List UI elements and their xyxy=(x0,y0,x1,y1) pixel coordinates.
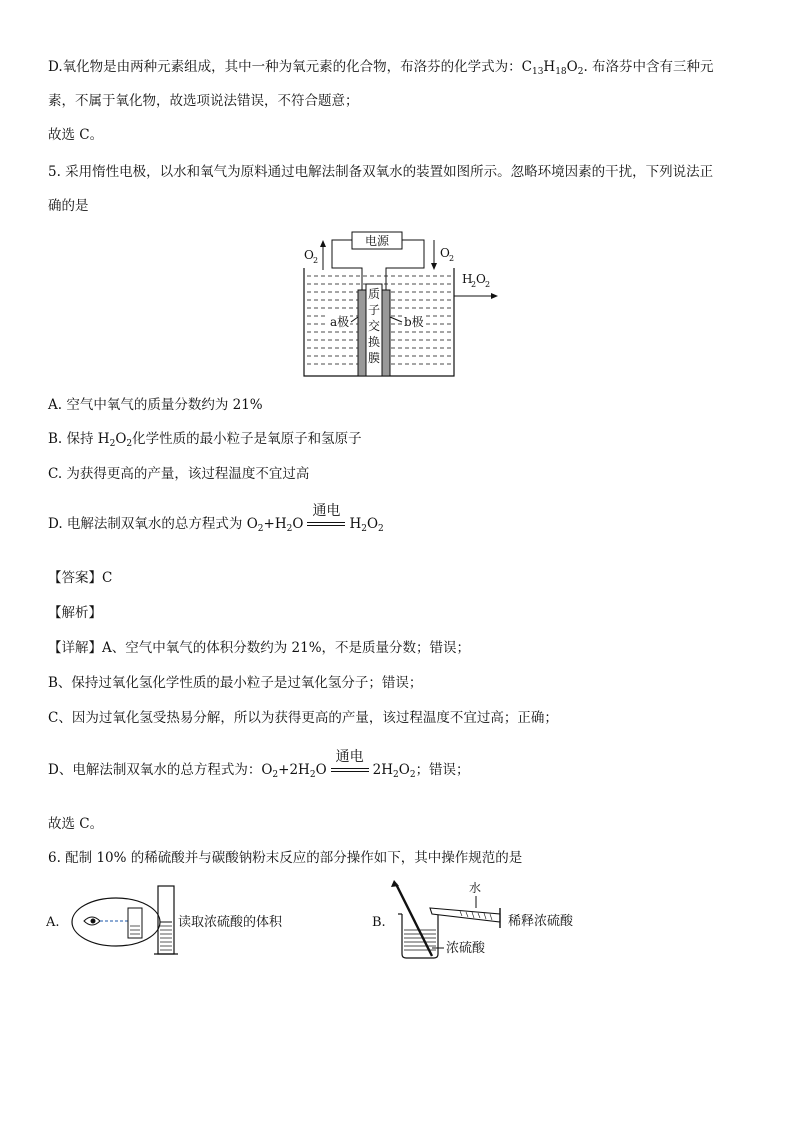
svg-text:2: 2 xyxy=(313,256,319,265)
svg-text:换: 换 xyxy=(367,335,381,349)
answer-end: 故选 C。 xyxy=(48,816,104,832)
option-c: C. 为获得更高的产量，该过程温度不宜过高 xyxy=(48,466,310,482)
option-a-label: A. xyxy=(46,915,60,930)
detail-a: 【详解】A、空气中氧气的体积分数约为 21%，不是质量分数；错误； xyxy=(48,640,471,656)
question-6-stem: 6. 配制 10% 的稀硫酸并与碳酸钠粉末反应的部分操作如下，其中操作规范的是 xyxy=(48,850,523,866)
svg-text:膜: 膜 xyxy=(367,351,381,365)
subscript: 2 xyxy=(577,67,584,77)
o2-left-label: O xyxy=(304,248,314,262)
option-b-label: B. xyxy=(372,915,386,930)
electrolysis-equation-arrow: 通电 xyxy=(331,762,369,780)
text-line xyxy=(48,58,714,76)
option-a-caption: 读取浓硫酸的体积 xyxy=(178,915,283,930)
subscript: 18 xyxy=(555,67,567,77)
svg-text:2: 2 xyxy=(471,280,477,289)
svg-text:2: 2 xyxy=(449,254,455,263)
acid-label: 浓硫酸 xyxy=(446,941,486,956)
text-span: O xyxy=(566,59,578,75)
analysis-label: 【解析】 xyxy=(48,605,102,621)
b-pole-label: b极 xyxy=(404,315,424,329)
text-line: 故选 C。 xyxy=(48,127,104,143)
question-5-stem: 5. 采用惰性电极，以水和氧气为原料通过电解法制备双氧水的装置如图所示。忽略环境因素的干扰，下列说法正 xyxy=(48,164,714,180)
water-label: 水 xyxy=(469,881,482,895)
option-b-figure xyxy=(370,878,600,962)
text-line: 素，不属于氧化物，故选项说法错误，不符合题意； xyxy=(48,93,359,109)
beaker xyxy=(402,914,438,958)
svg-text:O: O xyxy=(476,272,486,286)
h2o2-label: H xyxy=(462,272,473,286)
o2-right-label: O xyxy=(440,246,450,260)
electrolysis-diagram xyxy=(296,228,501,380)
pouring-tube xyxy=(430,908,500,922)
text-span: H xyxy=(543,59,556,75)
electrolysis-equation-arrow: 通电 xyxy=(307,516,345,534)
option-a: A. 空气中氧气的质量分数约为 21% xyxy=(48,397,263,413)
a-pole-label: a极 xyxy=(330,315,350,329)
electrolysis-svg xyxy=(296,228,501,380)
detail-b: B、保持过氧化氢化学性质的最小粒子是过氧化氢分子；错误； xyxy=(48,675,423,691)
svg-text:质: 质 xyxy=(367,287,381,301)
text-span: D.氧化物是由两种元素组成，其中一种为氧元素的化合物，布洛芬的化学式为：C xyxy=(48,59,532,75)
svg-text:子: 子 xyxy=(367,303,381,317)
option-b: B. 保持 $H_2O_2$化学性质的最小粒子是氧原子和氢原子 xyxy=(48,431,362,449)
svg-text:2: 2 xyxy=(485,280,491,289)
option-a-figure xyxy=(46,882,306,958)
subscript: 13 xyxy=(531,67,544,77)
option-b-caption: 稀释浓硫酸 xyxy=(508,914,574,929)
question-5-stem-cont: 确的是 xyxy=(48,198,89,214)
power-label: 电源 xyxy=(364,234,390,248)
electrode-b xyxy=(382,290,390,376)
option-d: D. 电解法制双氧水的总方程式为 $O_2+H_2O$ 通电 $H_2O_2$ xyxy=(48,502,384,534)
detail-d: D、电解法制双氧水的总方程式为：$O_2+2H_2O$ 通电 $2H_2O_2$；错误； xyxy=(48,748,470,780)
electrode-a xyxy=(358,290,366,376)
text-span: . 布洛芬中含有三种元 xyxy=(583,59,714,75)
svg-text:交: 交 xyxy=(367,319,381,333)
answer-label: 【答案】C xyxy=(48,570,113,586)
detail-c: C、因为过氧化氢受热易分解，所以为获得更高的产量，该过程温度不宜过高；正确； xyxy=(48,710,558,726)
